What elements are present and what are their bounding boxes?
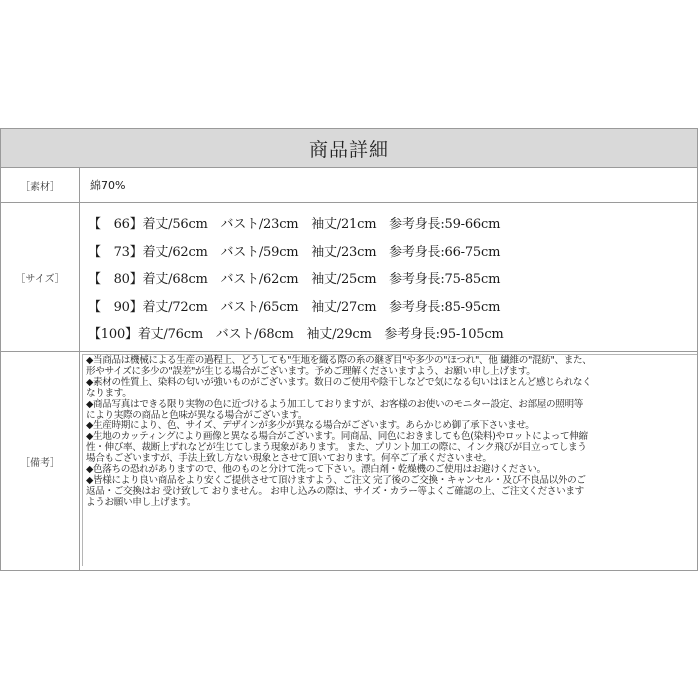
product-details-table: [0, 128, 698, 571]
note-line: により実際の商品と色味が異なる場合がございます。: [86, 409, 308, 421]
size-list: [80, 203, 697, 351]
size-line-90: 【 90】着丈/72cm バスト/65cm 袖丈/27cm 参考身長:85-95cm: [88, 299, 501, 315]
size-line-66: 【 66】着丈/56cm バスト/23cm 袖丈/21cm 参考身長:59-66cm: [88, 217, 501, 232]
note-line: ◆生地のカッティングにより画像と異なる場合がございます。同商品、同色におきましても色(染料)やロットによって伸縮: [86, 431, 588, 443]
note-line: ◆色落ちの恐れがありますので、他のものと分けて洗って下さい。漂白剤・乾燥機のご使用はお避けください。: [86, 464, 546, 476]
notes-cell: [80, 352, 697, 570]
size-line-100: 【100】着丈/76cm バスト/68cm 袖丈/29cm 参考身長:95-105cm: [88, 327, 504, 342]
size-label: ［サイズ］: [1, 203, 80, 351]
size-row: [1, 203, 697, 352]
material-value-cell: [80, 168, 697, 202]
material-label: ［素材］: [1, 168, 80, 202]
note-line: 返品・ご交換はお 受け致して おりません。 お申し込みの際は、サイズ・カラー等よくご確認の上、ご注文くださいます: [86, 485, 584, 497]
note-line: ようお願い申し上げます。: [86, 496, 197, 508]
note-line: 形やサイズに多少の"誤差"が生じる場合がございます。予めご理解くださいますよう、お願い申し上げます。: [86, 365, 536, 377]
size-line-80: 【 80】着丈/68cm バスト/62cm 袖丈/25cm 参考身長:75-85cm: [88, 272, 501, 287]
material-value: 綿70%: [90, 179, 126, 192]
note-line: 性・伸び率、裁断上ずれなどが生じてしまう現象があります。 また、プリント加工の際に、インク飛びが目立ってしまう: [86, 442, 587, 454]
note-line: 場合もございますが、手法上致し方ない現象とさせて頂いております。何卒ご了承くださいませ。: [86, 453, 492, 465]
notes-row: [1, 352, 697, 570]
note-line: ◆皆様により良い商品をより安くご提供させて頂けますよう、ご注文 完了後のご交換・キャンセル・及び不良品以外のご: [86, 474, 586, 486]
note-line: ◆商品写真はできる限り実物の色に近づけるよう加工しておりますが、お客様のお使いのモニター設定、お部屋の照明等: [86, 398, 583, 410]
note-line: ◆当商品は機械による生産の過程上、どうしても"生地を織る際の糸の継ぎ目"や多少の"ほつれ"、他 繊維の"混紡"、また、: [86, 355, 592, 366]
note-line: ◆素材の性質上、染料の匂いが強いものがございます。数日のご使用や陰干しなどで気になる匂いはほとんど感じられなく: [86, 376, 592, 388]
table-title: 商品詳細: [1, 129, 697, 168]
material-row: [1, 168, 697, 203]
size-line-73: 【 73】着丈/62cm バスト/59cm 袖丈/23cm 参考身長:66-75cm: [88, 244, 501, 260]
notes-label: ［備考］: [1, 352, 80, 570]
note-line: なります。: [86, 387, 132, 399]
notes-textbox: [82, 354, 697, 566]
note-line: ◆生産時期により、色、サイズ、デザインが多少が異なる場合がございます。あらかじめ御了承下さいませ。: [86, 420, 535, 432]
